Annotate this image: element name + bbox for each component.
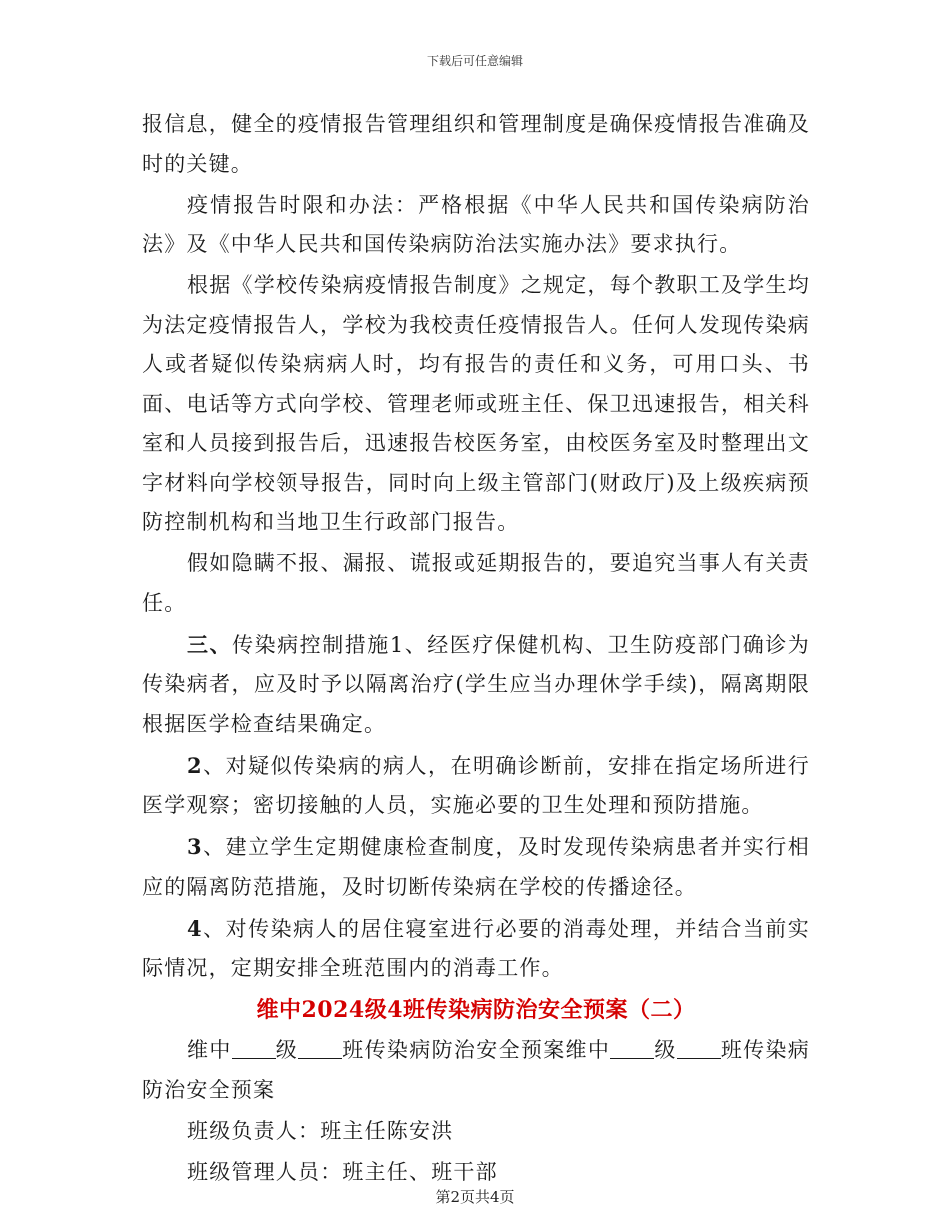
document-body (142, 105, 810, 1194)
paragraph-measure-4 (142, 909, 810, 989)
paragraph-text: 、对传染病人的居住寝室进行必要的消毒处理，并结合当前实际情况，定期安排全班范围内的消毒工作。 (142, 916, 810, 980)
paragraph-class-leader: 班级负责人：班主任陈安洪 (187, 1118, 454, 1143)
intro-text: 维中 (187, 1038, 232, 1062)
item-number: 2 (187, 752, 203, 778)
paragraph-text: 传染病控制措施1、经医疗保健机构、卫生防疫部门确诊为传染病者，应及时予以隔离治疗(学生应当办理休学手续)，隔离期限根据医学检查结果确定。 (142, 632, 810, 736)
section-title: 维中2024级4班传染病防治安全预案（二） (256, 997, 696, 1023)
paragraph-control-measures (142, 625, 810, 745)
blank-line (298, 1036, 342, 1059)
item-number: 3 (187, 834, 203, 859)
paragraph-report-info: 报信息，健全的疫情报告管理组织和管理制度是确保疫情报告准确及时的关键。 (142, 112, 810, 176)
blank-line (677, 1036, 721, 1059)
paragraph-measure-2 (142, 746, 810, 826)
paragraph-plan-intro (142, 1031, 810, 1110)
paragraph-report-system: 根据《学校传染病疫情报告制度》之规定，每个教职工及学生均为法定疫情报告人，学校为我校责任疫情报告人。任何人发现传染病人或者疑似传染病病人时，均有报告的责任和义务，可用口头、书面、电话等方式向学校、管理老师或班主任、保卫迅速报告，相关科室和人员接到报告后，迅速报告校医务室，由校医务室及时整理出文字材料向学校领导报告，同时向上级主管部门(财政厅)及上级疾病预防控制机构和当地卫生行政部门报告。 (142, 273, 810, 534)
blank-line (610, 1036, 654, 1059)
section-number: 三、 (187, 631, 233, 657)
page-header: 下载后可任意编辑 (426, 54, 523, 68)
paragraph-text: 、对疑似传染病的病人，在明确诊断前，安排在指定场所进行医学观察；密切接触的人员，实施必要的卫生处理和预防措施。 (142, 753, 810, 817)
page-footer: 第2页共4页 (435, 1188, 515, 1206)
intro-text: 级 (275, 1038, 299, 1062)
paragraph-text: 、建立学生定期健康检查制度，及时发现传染病患者并实行相应的隔离防范措施，及时切断传染病在学校的传播途径。 (142, 835, 810, 899)
paragraph-measure-3 (142, 827, 810, 907)
paragraph-report-deadline: 疫情报告时限和办法：严格根据《中华人民共和国传染病防治法》及《中华人民共和国传染病防治法实施办法》要求执行。 (142, 192, 810, 256)
blank-line (232, 1036, 276, 1059)
intro-text: 班传染病防治安全预案维中 (342, 1038, 611, 1062)
paragraph-concealment: 假如隐瞒不报、漏报、谎报或延期报告的，要追究当事人有关责任。 (142, 551, 810, 615)
intro-text: 级 (654, 1038, 677, 1062)
item-number: 4 (187, 915, 203, 941)
paragraph-class-managers: 班级管理人员：班主任、班干部 (187, 1159, 498, 1184)
intro-text: 班传染病防治安全预案 (142, 1038, 811, 1102)
